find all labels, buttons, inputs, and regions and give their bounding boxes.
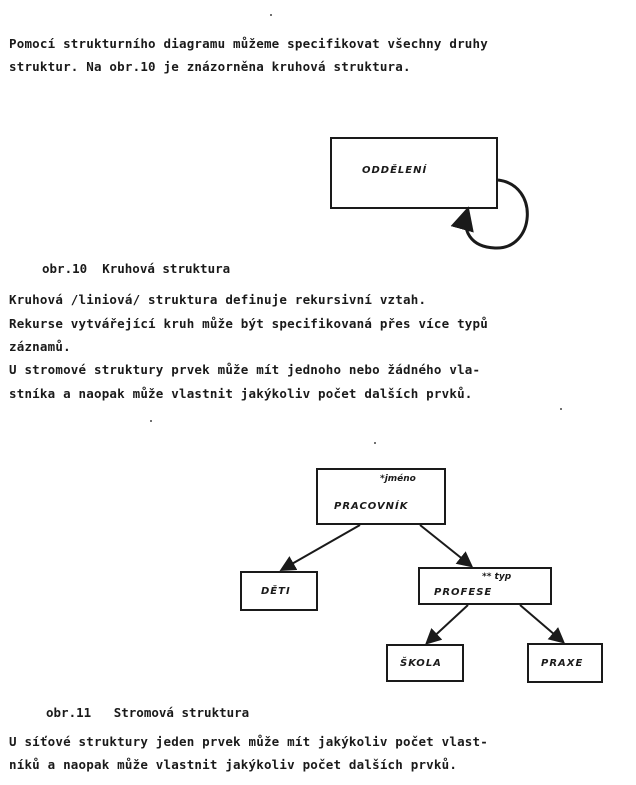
entity-label-pracovnik: PRACOVNÍK [334, 501, 409, 512]
scan-speck [150, 420, 152, 422]
paragraph2-line5: stníka a naopak může vlastnit jakýkoliv počet dalších prvků. [9, 386, 473, 401]
edge-profese-skola [428, 605, 468, 642]
scan-speck [560, 408, 562, 410]
paragraph3-line2: níků a naopak může vlastnit jakýkoliv počet dalších prvků. [9, 757, 458, 772]
edge-pracovnik-deti [283, 525, 360, 569]
paragraph1-line1: Pomocí strukturního diagramu můžeme specifikovat všechny druhy [9, 36, 488, 51]
paragraph1-line2: struktur. Na obr.10 je znázorněna kruhová struktura. [9, 59, 411, 74]
paragraph2-line3: záznamů. [9, 339, 71, 354]
entity-box-praxe [527, 643, 603, 683]
paragraph3-line1: U síťové struktury jeden prvek může mít jakýkoliv počet vlast- [9, 734, 488, 749]
entity-label-oddeleni: ODDĚLENÍ [362, 165, 428, 176]
entity-label-deti: DĚTI [261, 586, 291, 597]
entity-box-profese [418, 567, 552, 605]
entity-box-oddeleni [330, 137, 498, 209]
entity-box-skola [386, 644, 464, 682]
entity-label-profese: PROFESE [434, 587, 493, 598]
attr-jmeno: *jméno [380, 474, 416, 484]
paragraph2-line1: Kruhová /liniová/ struktura definuje rekursivní vztah. [9, 292, 427, 307]
figure11-caption: obr.11 Stromová struktura [46, 705, 250, 720]
paragraph2-line4: U stromové struktury prvek může mít jednoho nebo žádného vla- [9, 362, 481, 377]
entity-label-praxe: PRAXE [541, 658, 584, 669]
entity-box-pracovnik [316, 468, 446, 525]
attr-typ: ** typ [482, 572, 512, 582]
scan-speck [270, 14, 272, 16]
entity-box-deti [240, 571, 318, 611]
entity-label-skola: ŠKOLA [400, 658, 442, 669]
scan-speck [374, 442, 376, 444]
figure10-caption: obr.10 Kruhová struktura [42, 261, 231, 276]
edge-profese-praxe [520, 605, 562, 641]
paragraph2-line2: Rekurse vytvářející kruh může být specifikovaná přes více typů [9, 316, 488, 331]
edge-pracovnik-profese [420, 525, 470, 565]
